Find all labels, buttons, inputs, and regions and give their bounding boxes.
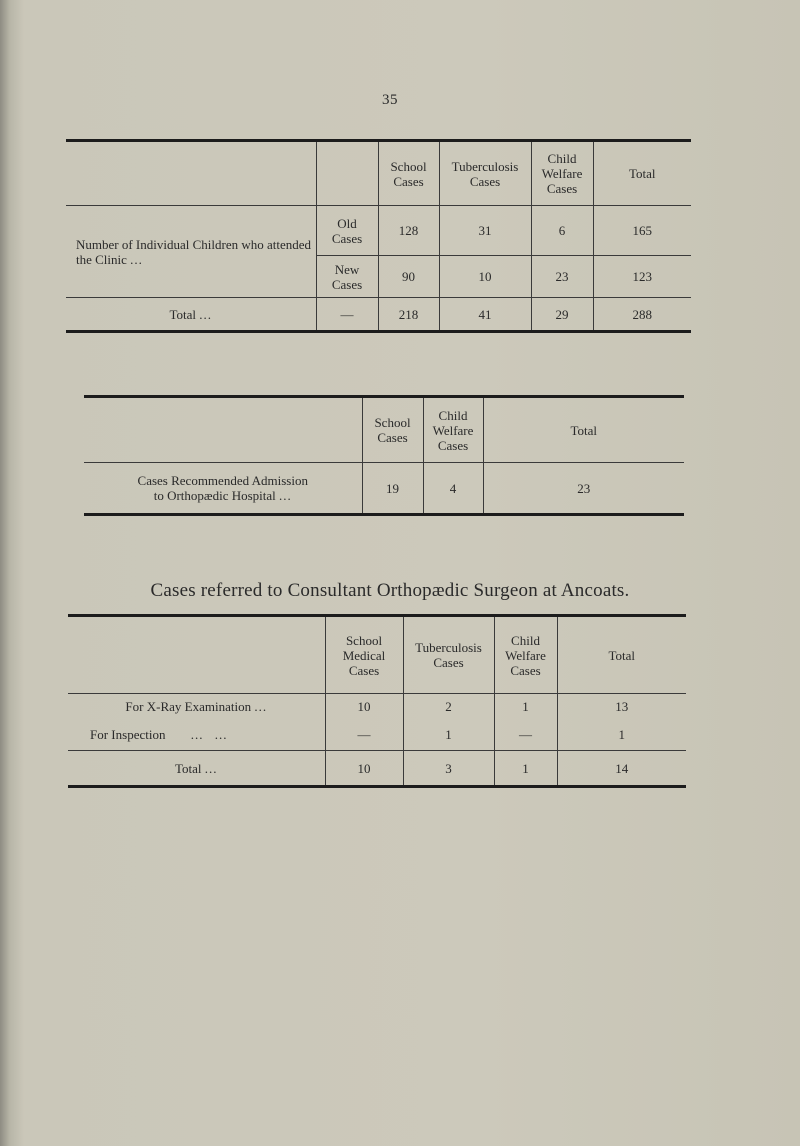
row-group-label (66, 206, 316, 298)
cell: 2 (403, 694, 494, 720)
table-header-row (68, 616, 686, 694)
leader-dots: ... (204, 760, 218, 776)
cell: 6 (531, 206, 593, 256)
leader-dots: ... (254, 699, 268, 715)
header-child-welfare-cases: Child Welfare Cases (423, 397, 483, 463)
row-label-xray: For X-Ray Examination (125, 699, 252, 715)
cell: — (325, 720, 403, 751)
cell: 14 (557, 751, 686, 787)
header-total: Total (593, 141, 691, 206)
leader-dots: ... (199, 306, 213, 322)
cell: 29 (531, 298, 593, 332)
total-row (66, 298, 691, 332)
cell: 1 (557, 720, 686, 751)
cell: 13 (557, 694, 686, 720)
sublabel-old-cases: Old Cases (316, 206, 378, 256)
cell: — (494, 720, 557, 751)
sublabel-new-cases: New Cases (316, 256, 378, 298)
row-label-inspection: For Inspection (90, 727, 166, 743)
total-sublabel: — (316, 298, 378, 332)
table-row (66, 206, 691, 256)
row-label-cell (68, 694, 325, 720)
admission-table (84, 395, 684, 516)
header-school-cases: School Cases (378, 141, 439, 206)
header-total: Total (483, 397, 684, 463)
header-child-welfare-cases: Child Welfare Cases (531, 141, 593, 206)
table-header-row (66, 141, 691, 206)
table-header-row (84, 397, 684, 463)
cell: 41 (439, 298, 531, 332)
leader-dots: ... (214, 727, 228, 743)
header-school-medical-cases: School Medical Cases (325, 616, 403, 694)
table-row (68, 720, 686, 751)
row-group-label-text: Number of Individual Children who attended the Clinic (76, 236, 312, 267)
cell: 123 (593, 256, 691, 298)
cell: 1 (494, 751, 557, 787)
header-child-welfare-cases: Child Welfare Cases (494, 616, 557, 694)
cell: 23 (531, 256, 593, 298)
total-label: Total (174, 760, 202, 776)
cell: 10 (325, 751, 403, 787)
row-label-cell (68, 720, 325, 751)
cell: 90 (378, 256, 439, 298)
leader-dots: ... (130, 251, 143, 267)
header-school-cases: School Cases (362, 397, 423, 463)
referral-table (68, 614, 686, 788)
total-label-cell (68, 751, 325, 787)
leader-dots: ... (190, 727, 204, 743)
cell: 165 (593, 206, 691, 256)
header-empty (84, 397, 362, 463)
total-label: Total (169, 306, 197, 322)
cell: 10 (439, 256, 531, 298)
cell: 31 (439, 206, 531, 256)
cell: 1 (403, 720, 494, 751)
header-empty (68, 616, 325, 694)
cell: 23 (483, 463, 684, 515)
cell: 218 (378, 298, 439, 332)
cell: 288 (593, 298, 691, 332)
header-empty-sub (316, 141, 378, 206)
leader-dots: ... (279, 488, 292, 503)
cell: 4 (423, 463, 483, 515)
row-label-cell (84, 463, 362, 515)
total-row (68, 751, 686, 787)
cell: 10 (325, 694, 403, 720)
total-label-cell (66, 298, 316, 332)
cell: 3 (403, 751, 494, 787)
attendance-table (66, 139, 691, 333)
row-label: Cases Recommended Admission to Orthopædic Hospital (137, 473, 308, 503)
header-tuberculosis-cases: Tuberculosis Cases (439, 141, 531, 206)
section-caption: Cases referred to Consultant Orthopædic Surgeon at Ancoats. (150, 580, 630, 601)
cell: 1 (494, 694, 557, 720)
table-row (68, 694, 686, 720)
header-tuberculosis-cases: Tuberculosis Cases (403, 616, 494, 694)
header-empty (66, 141, 316, 206)
cell: 128 (378, 206, 439, 256)
page-number: 35 (382, 92, 398, 108)
cell: 19 (362, 463, 423, 515)
table-row (84, 463, 684, 515)
header-total: Total (557, 616, 686, 694)
